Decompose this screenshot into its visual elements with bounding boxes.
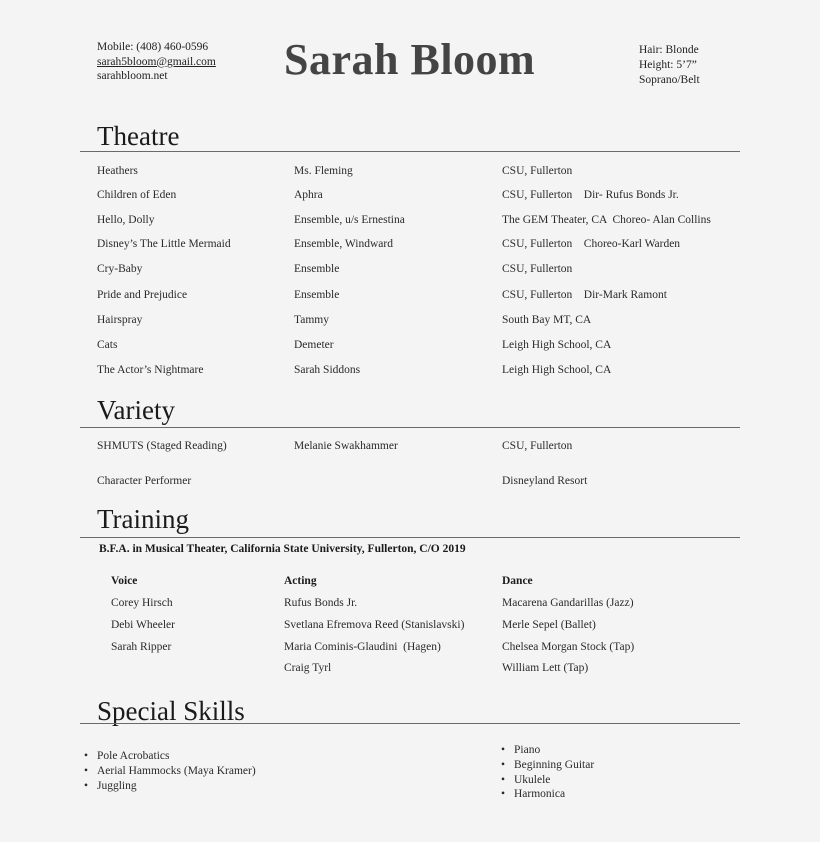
show-title: Character Performer bbox=[97, 475, 192, 487]
show-title: Hairspray bbox=[97, 314, 143, 326]
venue: CSU, Fullerton Dir-Mark Ramont bbox=[502, 289, 667, 301]
list-item: • Piano bbox=[501, 743, 594, 758]
email-link[interactable]: sarah5bloom@gmail.com bbox=[97, 55, 216, 68]
website-text: sarahbloom.net bbox=[97, 70, 168, 82]
role: Ms. Fleming bbox=[294, 165, 353, 177]
teacher: Debi Wheeler bbox=[111, 619, 175, 631]
venue: CSU, Fullerton bbox=[502, 165, 573, 177]
role: Demeter bbox=[294, 339, 334, 351]
section-title-theatre: Theatre bbox=[97, 121, 180, 151]
show-title: Cats bbox=[97, 339, 118, 351]
column-heading: Voice bbox=[111, 575, 138, 587]
degree-line: B.F.A. in Musical Theater, California State University, Fullerton, C/O 2019 bbox=[99, 543, 466, 555]
section-divider bbox=[80, 537, 740, 538]
venue: South Bay MT, CA bbox=[502, 314, 592, 326]
section-divider bbox=[80, 427, 740, 428]
role: Tammy bbox=[294, 314, 329, 326]
section-title-special-skills: Special Skills bbox=[97, 696, 245, 726]
venue: The GEM Theater, CA Choreo- Alan Collins bbox=[502, 214, 711, 226]
show-title: Heathers bbox=[97, 165, 138, 177]
show-title: Pride and Prejudice bbox=[97, 289, 188, 301]
teacher: Chelsea Morgan Stock (Tap) bbox=[502, 641, 635, 653]
column-heading: Dance bbox=[502, 575, 533, 587]
voice-type: Soprano/Belt bbox=[639, 74, 700, 86]
venue: Leigh High School, CA bbox=[502, 364, 612, 376]
section-title-training: Training bbox=[97, 504, 190, 534]
teacher: Merle Sepel (Ballet) bbox=[502, 619, 596, 631]
teacher: Rufus Bonds Jr. bbox=[284, 597, 358, 609]
venue: CSU, Fullerton bbox=[502, 440, 573, 452]
mobile-number: Mobile: (408) 460-0596 bbox=[97, 41, 209, 53]
teacher: Maria Cominis-Glaudini (Hagen) bbox=[284, 641, 441, 653]
list-item: • Juggling bbox=[84, 779, 256, 794]
show-title: Disney’s The Little Mermaid bbox=[97, 238, 231, 250]
list-item: • Aerial Hammocks (Maya Kramer) bbox=[84, 764, 256, 779]
venue: Disneyland Resort bbox=[502, 475, 588, 487]
show-title: SHMUTS (Staged Reading) bbox=[97, 440, 227, 452]
venue: CSU, Fullerton Dir- Rufus Bonds Jr. bbox=[502, 189, 679, 201]
show-title: Cry-Baby bbox=[97, 263, 143, 275]
section-divider bbox=[80, 723, 740, 724]
teacher: Macarena Gandarillas (Jazz) bbox=[502, 597, 634, 609]
venue: CSU, Fullerton bbox=[502, 263, 573, 275]
contact-info bbox=[97, 40, 216, 84]
venue: Leigh High School, CA bbox=[502, 339, 612, 351]
teacher: William Lett (Tap) bbox=[502, 662, 589, 674]
show-title: The Actor’s Nightmare bbox=[97, 364, 204, 376]
physical-attributes bbox=[639, 43, 700, 88]
teacher: Sarah Ripper bbox=[111, 641, 172, 653]
role: Ensemble, u/s Ernestina bbox=[294, 214, 405, 226]
venue: CSU, Fullerton Choreo-Karl Warden bbox=[502, 238, 681, 250]
role: Ensemble bbox=[294, 289, 340, 301]
section-title-variety: Variety bbox=[97, 395, 175, 425]
list-item: • Beginning Guitar bbox=[501, 758, 594, 773]
show-title: Hello, Dolly bbox=[97, 214, 155, 226]
role: Sarah Siddons bbox=[294, 364, 361, 376]
section-divider bbox=[80, 151, 740, 152]
show-title: Children of Eden bbox=[97, 189, 177, 201]
role: Aphra bbox=[294, 189, 323, 201]
list-item: • Pole Acrobatics bbox=[84, 749, 256, 764]
hair-color: Hair: Blonde bbox=[639, 44, 699, 56]
role: Ensemble bbox=[294, 263, 340, 275]
list-item: • Harmonica bbox=[501, 787, 594, 802]
teacher: Corey Hirsch bbox=[111, 597, 173, 609]
role: Ensemble, Windward bbox=[294, 238, 393, 250]
column-heading: Acting bbox=[284, 575, 317, 587]
teacher: Svetlana Efremova Reed (Stanislavski) bbox=[284, 619, 465, 631]
teacher: Craig Tyrl bbox=[284, 662, 332, 674]
skills-list-right bbox=[501, 743, 594, 802]
role: Melanie Swakhammer bbox=[294, 440, 398, 452]
skills-list-left bbox=[84, 749, 256, 793]
resume-name: Sarah Bloom bbox=[284, 35, 536, 84]
list-item: • Ukulele bbox=[501, 773, 594, 788]
height: Height: 5’7” bbox=[639, 59, 697, 71]
